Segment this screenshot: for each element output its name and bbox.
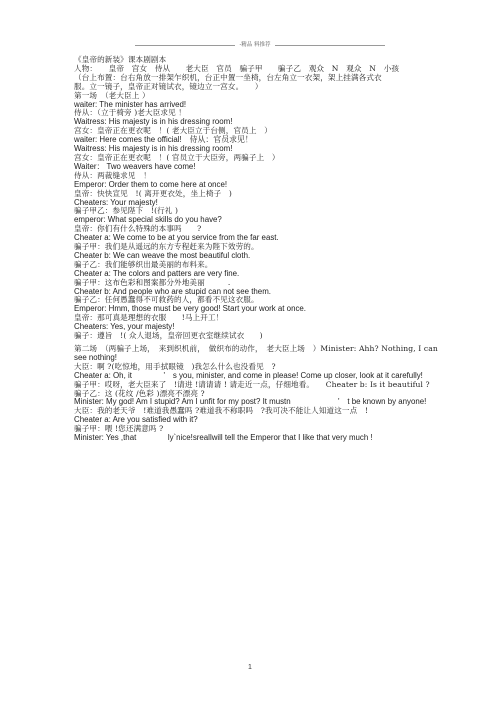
- english-line: Emperor: Order them to come here at once!: [74, 179, 228, 189]
- english-line: Waitress: His majesty is in his dressing room!: [74, 117, 233, 127]
- chinese-line: 骗子甲：哎呀，老大臣来了 !请进 !请请请 ! 请走近一点，仔细地看。 Cheater b: Is it beautiful ?: [74, 379, 430, 389]
- english-line: Cheater a: The colors and patters are very fine.: [74, 268, 240, 278]
- chinese-line: 第二场 （两骗子上场， 来到织机前， 做织布的动作， 老大臣上场 ）Minister: Ahh? Nothing, I can: [74, 344, 438, 353]
- english-line: Cheaters: Yes, your majesty!: [74, 322, 175, 332]
- chinese-line: 皇帝：你们有什么特殊的本事吗 ?: [74, 224, 202, 234]
- english-line: waiter: The minister has arrived!: [74, 99, 187, 109]
- script-body: [74, 56, 474, 443]
- english-line: Waiter： Two weavers have come!: [74, 161, 196, 171]
- chinese-line: 侍从：（立于椅旁 )老大臣求见 ！: [74, 108, 187, 118]
- chinese-line: 大臣：啊 ?(吃惊地，用手拭眼镜 )我怎么什么也没看见 ?: [74, 361, 276, 371]
- header-rule-right: [275, 45, 385, 46]
- english-line: Cheaters: Your majesty!: [74, 197, 158, 207]
- chinese-line: 第一场 （老大臣上 ）: [74, 90, 150, 100]
- chinese-line: 人物： 皇帝 宫女 侍从 老大臣 官员 骗子甲 骗子乙 观众 N 观众 N 小孩: [74, 63, 400, 73]
- page-number: 1: [248, 664, 252, 671]
- english-line: Cheater b: We can weave the most beautiful cloth.: [74, 250, 251, 260]
- chinese-line: 骗子甲：喂 !您还满意吗 ?: [74, 424, 164, 434]
- chinese-line: 骗子乙：任何愚蠢得不可救药的人，都看不见这衣服。: [74, 295, 259, 305]
- chinese-line: 骗子乙：我们能够织出最美丽的布料来。: [74, 259, 213, 269]
- english-line: Cheater a: Oh, it ' s you, minister, and come in please! Come up closer, look at it carefully!: [74, 370, 423, 380]
- chinese-line: 《皇帝的新装》课本剧剧本: [74, 55, 167, 64]
- english-line: Waitress: His majesty is in his dressing room!: [74, 144, 233, 154]
- english-line: Cheater a: Are you satisfied with it?: [74, 415, 198, 425]
- chinese-line: 骗子：遵旨 !( 众人退场，皇帝回更衣室继续试衣 ): [74, 331, 263, 341]
- english-line: Minister: My god! Am I stupid? Am I unfit for my post? It mustn ' t be known by anyone!: [74, 397, 427, 407]
- english-line: waiter: Here comes the official! 侍从：官员求见！: [74, 135, 253, 145]
- chinese-line: 骗子甲乙：参见陛下 !(行礼 ): [74, 206, 179, 216]
- chinese-line: 侍从：两裁缝求见 ！: [74, 170, 151, 180]
- header-rule-left: [135, 45, 235, 46]
- chinese-line: 皇帝：快快宣见 !( 离开更衣处，坐上椅子 ): [74, 188, 232, 198]
- chinese-line: 骗子甲：我们是从遥远的东方专程赶来为陛下效劳的。: [74, 242, 259, 252]
- english-line: emperor: What special skills do you have?: [74, 215, 222, 225]
- english-line: Minister: Yes ,that ly`nice!sreallwill tell the Emperor that I like that very much !: [74, 433, 373, 443]
- english-line: Cheater a: We come to be at you service from the far east.: [74, 233, 279, 243]
- header-text: -精品 料推荐: [239, 42, 271, 48]
- english-line: Cheater b: And people who are stupid can not see them.: [74, 286, 271, 296]
- english-line: Emperor: Hmm, those must be very good! Start your work at once.: [74, 304, 306, 314]
- chinese-line: 骗子乙：这 (花纹 /色彩 )漂亮不漂亮 ?: [74, 388, 205, 398]
- chinese-line: 骗子甲：这布色彩和图案都分外地美丽 .: [74, 277, 231, 287]
- chinese-line: 宫女：皇帝正在更衣呢 ！( 官员立于大臣旁，两骗子上 ）: [74, 152, 280, 162]
- chinese-line: （台上布置：台右角放一排架乍织机，台正中置一坐椅，台左角立一衣架，架上挂满各式衣: [74, 72, 382, 82]
- english-line: see nothing!: [74, 352, 117, 362]
- chinese-line: 皇帝：那可真是理想的衣服 !马上开工！: [74, 313, 224, 323]
- chinese-line: 大臣：我的老天爷 !难道我愚蠢吗 ?难道我不称职吗 ?我可决不能让人知道这一点 !: [74, 406, 369, 416]
- chinese-line: 服。立一镜子，皇帝正对镜试衣，镜边立一宫女。 ）: [74, 81, 263, 91]
- chinese-line: 宫女：皇帝正在更衣呢 ！( 老大臣立于台侧，官员上 ）: [74, 126, 272, 136]
- page-header: [0, 40, 500, 50]
